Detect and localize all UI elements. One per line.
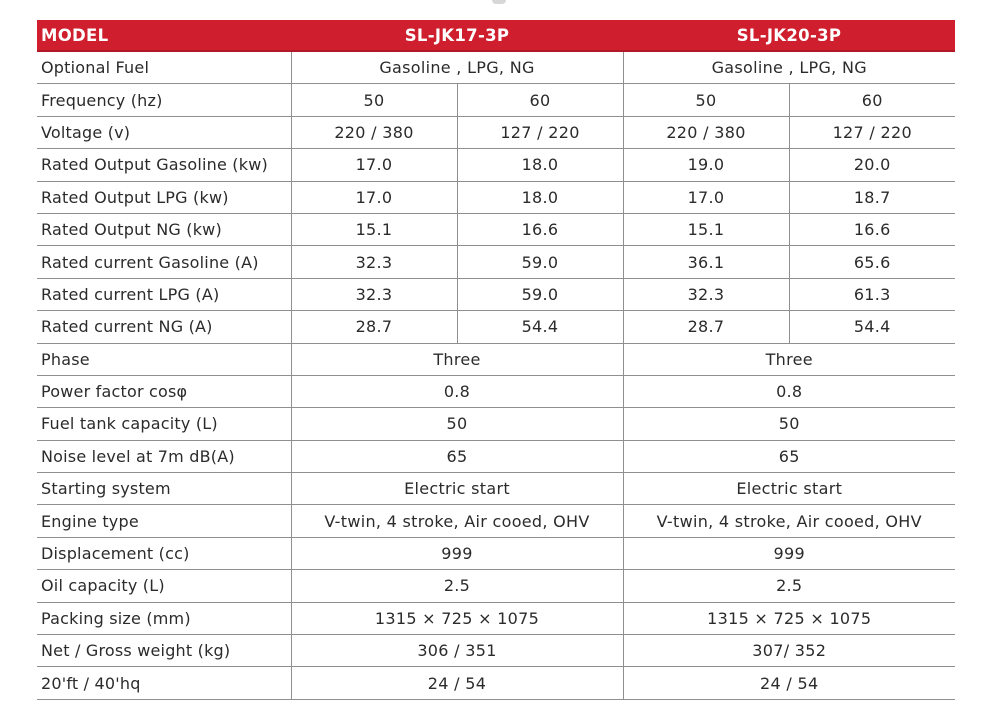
- row-label: Voltage (v): [37, 116, 291, 148]
- value-cell: 999: [291, 537, 623, 569]
- value-cell: Gasoline , LPG, NG: [291, 51, 623, 84]
- table-row: [37, 343, 955, 375]
- row-label: Displacement (cc): [37, 537, 291, 569]
- value-cell: 59.0: [457, 278, 623, 310]
- value-cell: 61.3: [789, 278, 955, 310]
- value-cell: 18.0: [457, 181, 623, 213]
- value-cell: 307/ 352: [623, 635, 955, 667]
- row-label: Optional Fuel: [37, 51, 291, 84]
- row-label: Net / Gross weight (kg): [37, 635, 291, 667]
- row-label: Rated current NG (A): [37, 311, 291, 343]
- value-cell: 50: [623, 84, 789, 116]
- table-row: [37, 375, 955, 407]
- table-row: [37, 181, 955, 213]
- value-cell: 32.3: [291, 278, 457, 310]
- row-label: Phase: [37, 343, 291, 375]
- row-label: Rated Output NG (kw): [37, 213, 291, 245]
- value-cell: 17.0: [291, 149, 457, 181]
- model-header-sl-jk20-3p: SL-JK20-3P: [623, 20, 955, 51]
- row-label: Frequency (hz): [37, 84, 291, 116]
- row-label: 20'ft / 40'hq: [37, 667, 291, 699]
- table-row: [37, 149, 955, 181]
- value-cell: 18.7: [789, 181, 955, 213]
- value-cell: 28.7: [291, 311, 457, 343]
- value-cell: 32.3: [623, 278, 789, 310]
- value-cell: 50: [291, 408, 623, 440]
- value-cell: 0.8: [291, 375, 623, 407]
- table-row: [37, 408, 955, 440]
- row-label: Starting system: [37, 473, 291, 505]
- row-label: Packing size (mm): [37, 602, 291, 634]
- model-header-label: MODEL: [37, 20, 291, 51]
- table-row: [37, 667, 955, 699]
- value-cell: Three: [291, 343, 623, 375]
- value-cell: 19.0: [623, 149, 789, 181]
- value-cell: 17.0: [623, 181, 789, 213]
- row-label: Noise level at 7m dB(A): [37, 440, 291, 472]
- value-cell: Electric start: [291, 473, 623, 505]
- table-row: [37, 473, 955, 505]
- value-cell: 2.5: [291, 570, 623, 602]
- value-cell: 15.1: [623, 213, 789, 245]
- table-row: [37, 51, 955, 84]
- value-cell: 2.5: [623, 570, 955, 602]
- value-cell: 220 / 380: [291, 116, 457, 148]
- value-cell: 0.8: [623, 375, 955, 407]
- value-cell: 16.6: [789, 213, 955, 245]
- row-label: Power factor cosφ: [37, 375, 291, 407]
- model-header-sl-jk17-3p: SL-JK17-3P: [291, 20, 623, 51]
- row-label: Rated current LPG (A): [37, 278, 291, 310]
- value-cell: 60: [789, 84, 955, 116]
- table-row: [37, 505, 955, 537]
- value-cell: 16.6: [457, 213, 623, 245]
- value-cell: 32.3: [291, 246, 457, 278]
- table-row: [37, 440, 955, 472]
- top-decorative-mark: [492, 0, 506, 4]
- header-row: [37, 20, 955, 51]
- value-cell: 54.4: [789, 311, 955, 343]
- table-row: [37, 602, 955, 634]
- value-cell: 28.7: [623, 311, 789, 343]
- spec-table-body: [37, 51, 955, 699]
- row-label: Oil capacity (L): [37, 570, 291, 602]
- value-cell: 20.0: [789, 149, 955, 181]
- value-cell: Electric start: [623, 473, 955, 505]
- value-cell: 65: [291, 440, 623, 472]
- value-cell: 36.1: [623, 246, 789, 278]
- table-row: [37, 570, 955, 602]
- table-row: [37, 246, 955, 278]
- row-label: Rated current Gasoline (A): [37, 246, 291, 278]
- table-row: [37, 311, 955, 343]
- value-cell: 127 / 220: [789, 116, 955, 148]
- value-cell: 50: [291, 84, 457, 116]
- value-cell: Gasoline , LPG, NG: [623, 51, 955, 84]
- row-label: Engine type: [37, 505, 291, 537]
- value-cell: 1315 × 725 × 1075: [623, 602, 955, 634]
- value-cell: 999: [623, 537, 955, 569]
- value-cell: 50: [623, 408, 955, 440]
- value-cell: 306 / 351: [291, 635, 623, 667]
- value-cell: 65.6: [789, 246, 955, 278]
- value-cell: 220 / 380: [623, 116, 789, 148]
- value-cell: 59.0: [457, 246, 623, 278]
- row-label: Rated Output LPG (kw): [37, 181, 291, 213]
- value-cell: 24 / 54: [291, 667, 623, 699]
- table-row: [37, 116, 955, 148]
- table-row: [37, 537, 955, 569]
- value-cell: 1315 × 725 × 1075: [291, 602, 623, 634]
- value-cell: 65: [623, 440, 955, 472]
- value-cell: 15.1: [291, 213, 457, 245]
- value-cell: 18.0: [457, 149, 623, 181]
- row-label: Rated Output Gasoline (kw): [37, 149, 291, 181]
- value-cell: V-twin, 4 stroke, Air cooed, OHV: [623, 505, 955, 537]
- table-row: [37, 84, 955, 116]
- value-cell: 54.4: [457, 311, 623, 343]
- value-cell: 60: [457, 84, 623, 116]
- row-label: Fuel tank capacity (L): [37, 408, 291, 440]
- value-cell: 24 / 54: [623, 667, 955, 699]
- spec-table: [37, 20, 955, 700]
- value-cell: Three: [623, 343, 955, 375]
- value-cell: V-twin, 4 stroke, Air cooed, OHV: [291, 505, 623, 537]
- spec-table-header: [37, 20, 955, 51]
- value-cell: 127 / 220: [457, 116, 623, 148]
- table-row: [37, 635, 955, 667]
- table-row: [37, 278, 955, 310]
- value-cell: 17.0: [291, 181, 457, 213]
- table-row: [37, 213, 955, 245]
